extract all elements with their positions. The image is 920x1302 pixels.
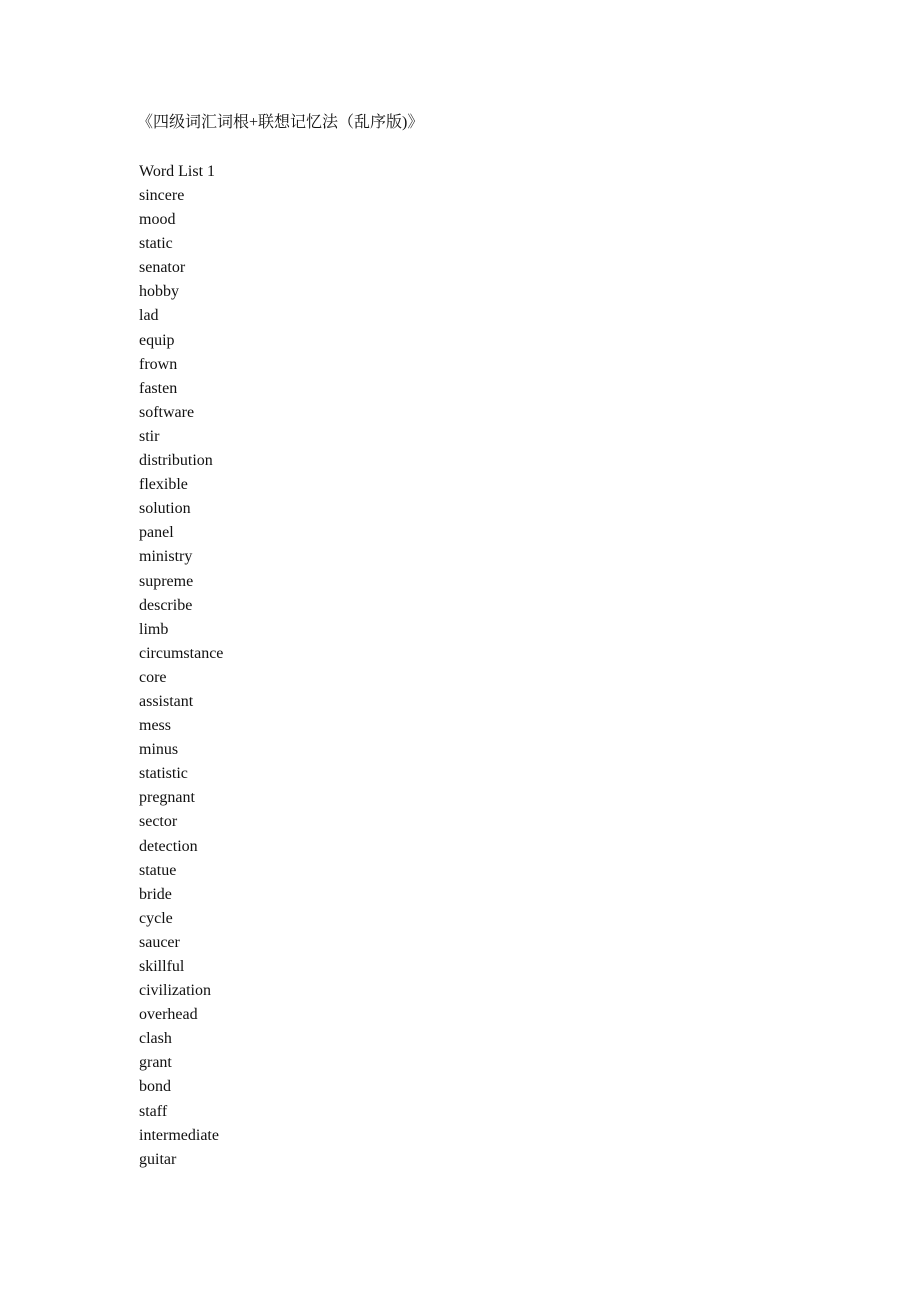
word-list-item: pregnant xyxy=(139,789,195,807)
word-list-item: sincere xyxy=(139,187,185,204)
word-list-item: hobby xyxy=(139,283,179,301)
word-list-heading: Word List 1 xyxy=(139,163,216,180)
word-list-item: flexible xyxy=(139,476,188,494)
word-list-item: mess xyxy=(139,717,171,735)
word-list-item: solution xyxy=(139,500,191,518)
word-list-item: intermediate xyxy=(139,1126,219,1144)
word-list-item: grant xyxy=(139,1054,172,1072)
word-list-item: sector xyxy=(139,813,178,831)
word-list-item: stir xyxy=(139,427,160,445)
word-list-item: skillful xyxy=(139,958,185,975)
word-list-item: staff xyxy=(139,1102,168,1120)
word-list-item: overhead xyxy=(139,1006,198,1024)
word-list-item: minus xyxy=(139,741,179,759)
word-list-item: describe xyxy=(139,596,193,614)
word-list-item: circumstance xyxy=(139,644,224,662)
word-list-item: ministry xyxy=(139,548,193,566)
word-list-item: software xyxy=(139,403,195,421)
word-list-item: supreme xyxy=(139,572,194,590)
word-list-item: detection xyxy=(139,837,198,855)
word-list-item: fasten xyxy=(139,379,178,397)
document-title: 《四级词汇词根+联想记忆法（乱序版)》 xyxy=(137,114,424,131)
word-list-item: statistic xyxy=(139,765,188,783)
word-list-item: panel xyxy=(139,524,174,542)
word-list-item: saucer xyxy=(139,933,180,951)
word-list xyxy=(139,185,223,1173)
word-list-item: lad xyxy=(139,307,159,325)
word-list-item: bride xyxy=(139,885,172,903)
word-list-item: bond xyxy=(139,1078,171,1096)
word-list-item: civilization xyxy=(139,982,211,1000)
word-list-item: equip xyxy=(139,331,175,349)
word-list-item: limb xyxy=(139,620,169,638)
word-list-item: static xyxy=(139,235,173,253)
word-list-item: senator xyxy=(139,259,186,277)
word-list-item: assistant xyxy=(139,692,194,710)
word-list-item: cycle xyxy=(139,909,173,927)
word-list-item: frown xyxy=(139,355,178,373)
word-list-item: mood xyxy=(139,211,176,229)
word-list-item: guitar xyxy=(139,1150,177,1168)
word-list-item: distribution xyxy=(139,452,213,470)
word-list-item: clash xyxy=(139,1030,172,1048)
word-list-item: core xyxy=(139,668,167,686)
word-list-item: statue xyxy=(139,861,177,879)
